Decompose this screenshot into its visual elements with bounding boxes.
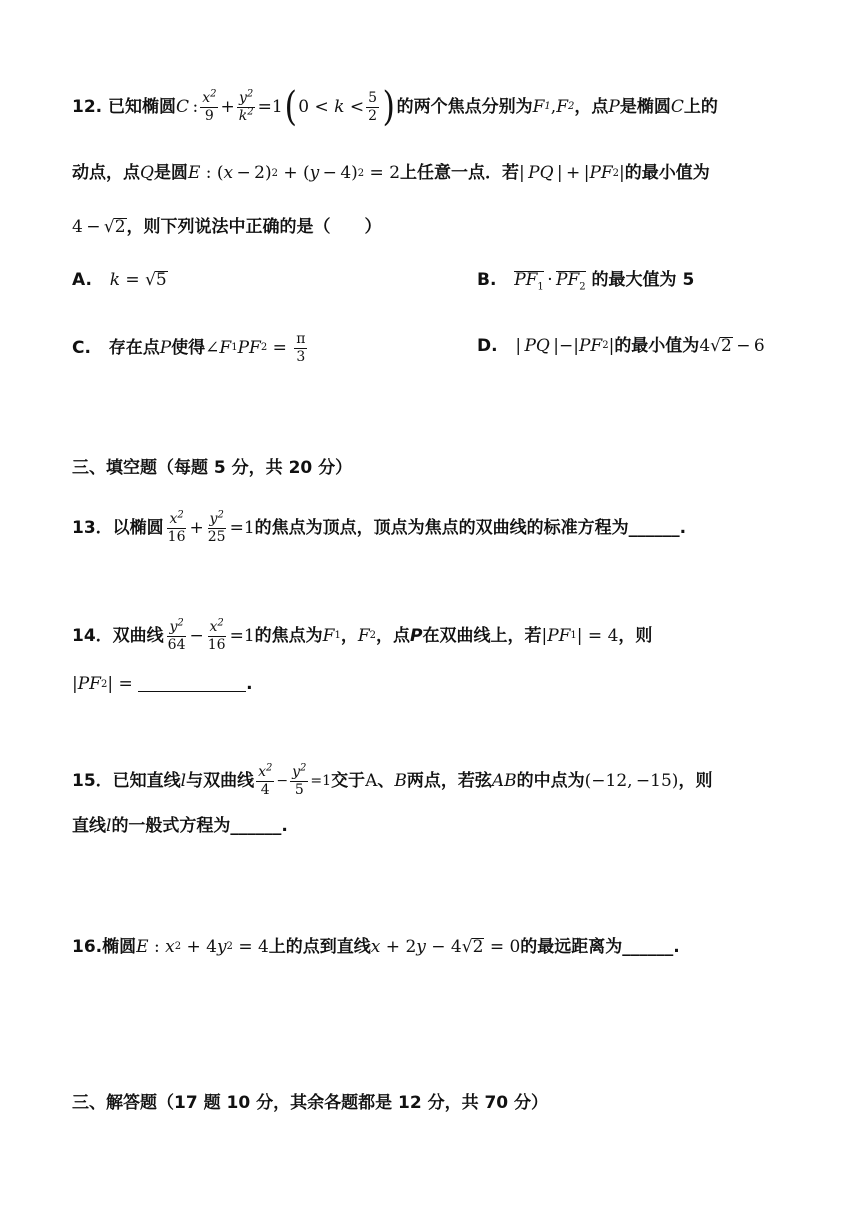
q12-text-8: 上任意一点．若 bbox=[400, 163, 520, 183]
point-p: P bbox=[608, 96, 620, 117]
q13-text-1: 以椭圆 bbox=[112, 517, 164, 538]
q14-text-6: 在双曲线上，若 bbox=[422, 625, 542, 646]
q14-text-1: 双曲线 bbox=[112, 625, 164, 646]
pq-plus-pf2: | PQ | + | PF 2 | bbox=[519, 163, 625, 183]
q13-number: 13． bbox=[72, 517, 113, 538]
q16-number: 16. bbox=[72, 936, 103, 957]
q12-text-10: ，则下列说法中正确的是（ ） bbox=[126, 216, 382, 237]
option-b-label: B. bbox=[477, 269, 497, 290]
option-c-text-2: 使得 bbox=[171, 337, 206, 358]
q12-option-c bbox=[72, 332, 309, 364]
circle-e-equation: E : ( x − 2) 2 + ( y − 4) 2 = 2 bbox=[187, 163, 401, 183]
q12-text-6: 动点，点 bbox=[72, 163, 140, 183]
section-fill-heading: 三、填空题（每题 5 分，共 20 分） bbox=[72, 458, 353, 478]
q12-line1 bbox=[72, 84, 718, 130]
q16-line-equation: x + 2 y − 4 √ 2 = 0 bbox=[370, 936, 521, 957]
q14-text-3: ， bbox=[340, 625, 358, 646]
point-q: Q bbox=[140, 163, 154, 183]
q13-text-2: 的焦点为顶点，顶点为焦点的双曲线的标准方程为______. bbox=[254, 517, 687, 538]
q13-ellipse-equation: $\frac{x^2}{16}$ + $\frac{y^2}{25}$ =1 bbox=[167, 509, 255, 545]
min-value-expr: 4 − √ 2 bbox=[72, 216, 126, 237]
option-d-text: 的最小值为 bbox=[614, 335, 700, 356]
q13 bbox=[72, 509, 687, 545]
q12-text-2: 的两个焦点分别为 bbox=[396, 96, 533, 117]
option-a-label: A. bbox=[72, 269, 92, 290]
q12-text-5: 上的 bbox=[683, 96, 718, 117]
q15-line1 bbox=[72, 762, 713, 798]
q12-option-d bbox=[477, 337, 765, 355]
q12-number: 12. bbox=[72, 96, 103, 117]
q15-text-8: 直线 bbox=[72, 816, 106, 836]
q14-pf2: | PF 2 | = bbox=[72, 674, 139, 694]
option-b-expr: $PF_1$ · $PF_2$ bbox=[514, 269, 586, 293]
q14-f1: F 1 bbox=[322, 625, 341, 646]
q12-line3 bbox=[72, 218, 382, 236]
q12-text-9: 的最小值为 bbox=[624, 163, 710, 183]
q16-text-2: 上的点到直线 bbox=[268, 936, 371, 957]
q14-text-2: 的焦点为 bbox=[254, 625, 323, 646]
q15-chord-ab: AB bbox=[491, 770, 517, 791]
q15-line-l-2: l bbox=[106, 816, 112, 836]
option-c-label: C. bbox=[72, 337, 91, 358]
q12-text-1: 已知椭圆 bbox=[108, 96, 177, 117]
q15-line-l: l bbox=[180, 770, 187, 791]
option-c-point-p: P bbox=[159, 337, 172, 358]
option-d-value: 4 √ 2 − 6 bbox=[699, 335, 765, 356]
q14-hyperbola-equation: $\frac{y^2}{64}$ − $\frac{x^2}{16}$ =1 bbox=[167, 617, 255, 653]
q14-point-p: P bbox=[409, 625, 423, 646]
section-answer-heading: 三、解答题（17 题 10 分，其余各题都是 12 分，共 70 分） bbox=[72, 1093, 549, 1113]
ellipse-c-equation: C : $\frac{x^2}{9}$ + $\frac{y^2}{k^2}$ =1 ( 0 < k < $\frac{5}{2}$ ) bbox=[176, 84, 396, 130]
q14-pf1-eq: | PF 1 | = 4 bbox=[541, 625, 619, 646]
q12-text-4: 是椭圆 bbox=[619, 96, 671, 117]
option-c-angle: ∠ F 1 PF 2 = $\frac{\pi}{3}$ bbox=[205, 331, 306, 365]
q15-text-7: ，则 bbox=[678, 770, 713, 791]
q15-number: 15． bbox=[72, 770, 113, 791]
q12-text-7: 是圆 bbox=[153, 163, 188, 183]
foci-f1-f2: F 1 , F 2 bbox=[532, 96, 575, 117]
q12-text-3: ，点 bbox=[574, 96, 609, 117]
option-c-text-1: 存在点 bbox=[108, 337, 160, 358]
q12-line2 bbox=[72, 165, 710, 182]
q14-text-7: ，则 bbox=[618, 625, 653, 646]
q15-text-4: 、 bbox=[377, 770, 395, 791]
q16 bbox=[72, 938, 680, 956]
q14-number: 14． bbox=[72, 625, 113, 646]
q14-text-4: ，点 bbox=[375, 625, 410, 646]
q14-line1 bbox=[72, 617, 653, 653]
q15-line2 bbox=[72, 818, 288, 835]
q15-text-3: 交于 bbox=[331, 770, 366, 791]
q15-text-5: 两点，若弦 bbox=[406, 770, 492, 791]
q14-line2 bbox=[72, 676, 253, 693]
q16-text-1: 椭圆 bbox=[102, 936, 137, 957]
option-d-label: D. bbox=[477, 335, 498, 356]
ellipse-c: C bbox=[670, 96, 684, 117]
q16-text-3: 的最远距离为______. bbox=[520, 936, 680, 957]
q16-ellipse-equation: E : x 2 + 4 y 2 = 4 bbox=[136, 936, 269, 957]
option-a-expr: k = √ 5 bbox=[109, 269, 167, 290]
q14-answer-blank bbox=[138, 677, 246, 692]
q12-option-b bbox=[477, 269, 695, 293]
q14-f2: F 2 bbox=[357, 625, 376, 646]
q15-text-2: 与双曲线 bbox=[186, 770, 255, 791]
q14-text-8: . bbox=[246, 674, 253, 694]
q15-point-a: A bbox=[365, 770, 378, 791]
q12-option-a bbox=[72, 271, 168, 289]
q15-point-b: B bbox=[394, 770, 407, 791]
q15-hyperbola-equation: $\frac{x^2}{4}$ − $\frac{y^2}{5}$ =1 bbox=[258, 762, 332, 798]
option-d-expr: | PQ | − | PF 2 | bbox=[515, 335, 615, 356]
option-b-text: 的最大值为 5 bbox=[591, 269, 695, 290]
q15-text-6: 的中点为 bbox=[516, 770, 585, 791]
q15-text-9: 的一般式方程为______. bbox=[111, 816, 288, 836]
q15-midpoint: (−12, −15) bbox=[584, 770, 679, 791]
q15-text-1: 已知直线 bbox=[112, 770, 181, 791]
